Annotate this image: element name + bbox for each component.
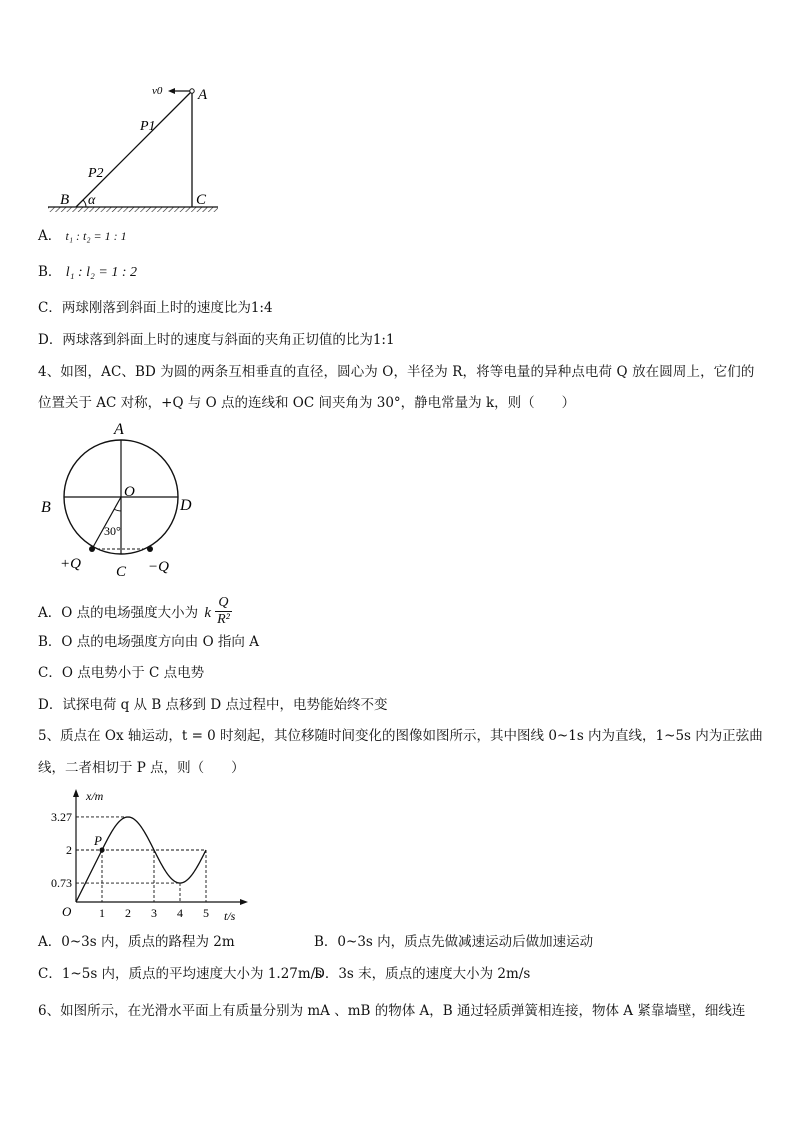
label-b: B xyxy=(60,192,70,208)
displacement-time-chart xyxy=(38,786,253,928)
label-minus-q: −Q xyxy=(148,559,169,575)
q4-stem-line1: 4、如图，AC、BD 为圆的两条互相垂直的直径，圆心为 O，半径为 R，将等电量的异种点电荷 Q 放在圆周上，它们的 xyxy=(38,364,755,380)
q5-stem-line1: 5、质点在 Ox 轴运动，t = 0 时刻起，其位移随时间变化的图像如图所示，其中图线 0~1s 内为直线，1~5s 内为正弦曲 xyxy=(38,728,763,744)
y-axis-label: x/m xyxy=(86,789,104,803)
q3-option-d: D．两球落到斜面上时的速度与斜面的夹角正切值的比为1:1 xyxy=(38,332,395,348)
q5-option-b: B．0~3s 内，质点先做减速运动后做加速运动 xyxy=(314,934,594,950)
q4-option-a-text: A．O 点的电场强度大小为 xyxy=(38,605,199,621)
minus-q-dot xyxy=(147,546,153,552)
q4-option-a-denominator: R² xyxy=(217,612,230,627)
q4-option-a xyxy=(38,597,232,630)
y-tick-label: 2 xyxy=(66,843,72,857)
label-circle-b: B xyxy=(41,499,51,516)
y-tick-label: 3.27 xyxy=(51,809,72,824)
x-axis-label: t/s xyxy=(224,909,236,923)
label-circle-o: O xyxy=(124,484,135,500)
origin-label: O xyxy=(62,904,72,919)
alpha-arc xyxy=(83,200,86,207)
label-circle-c: C xyxy=(116,564,127,580)
q5-option-a: A．0~3s 内，质点的路程为 2m xyxy=(38,934,235,950)
point-p-label: P xyxy=(94,833,102,848)
radius-to-plus-q xyxy=(92,497,121,549)
q4-option-b: B．O 点的电场强度方向由 O 指向 A xyxy=(38,634,259,650)
q5-stem-line2: 线，二者相切于 P 点，则（ ） xyxy=(38,760,245,776)
q3-option-a-math: t₁ : t₂ = 1 : 1 xyxy=(65,229,127,243)
q3-option-b-letter: B． xyxy=(38,264,62,280)
q4-option-c: C．O 点电势小于 C 点电势 xyxy=(38,665,205,681)
incline-line xyxy=(76,91,192,207)
q3-option-a xyxy=(38,226,127,246)
label-p1: P1 xyxy=(140,119,156,134)
q5-option-d: D．3s 末，质点的速度大小为 2m/s xyxy=(314,966,531,982)
x-tick-label: 1 xyxy=(99,906,105,920)
label-angle-30: 30° xyxy=(104,524,121,538)
q4-option-a-numerator: Q xyxy=(215,595,231,612)
label-alpha: α xyxy=(88,193,96,208)
ground-hatch xyxy=(48,207,218,212)
q6-stem-line1: 6、如图所示，在光滑水平面上有质量分别为 mA 、mB 的物体 A，B 通过轻质弹簧相连接，物体 A 紧靠墙壁，细线连 xyxy=(38,1003,746,1019)
q3-option-b-math: l₁ : l₂ = 1 : 2 xyxy=(65,265,138,280)
q4-option-a-fraction xyxy=(215,595,231,628)
v0-arrow-head xyxy=(168,88,175,94)
x-tick-label: 5 xyxy=(203,906,209,920)
q5-option-c: C．1~5s 内，质点的平均速度大小为 1.27m/s xyxy=(38,966,323,982)
point-p-dot xyxy=(99,847,104,852)
label-circle-d: D xyxy=(180,497,192,514)
point-a-dot xyxy=(190,89,194,93)
label-circle-a: A xyxy=(114,421,124,438)
label-p2: P2 xyxy=(88,166,104,181)
q3-option-a-letter: A． xyxy=(38,228,62,244)
x-tick-label: 3 xyxy=(151,906,157,920)
circle-figure xyxy=(36,414,216,582)
label-v0: v0 xyxy=(152,85,163,97)
plus-q-dot xyxy=(89,546,95,552)
x-tick-label: 4 xyxy=(177,906,183,920)
angle-arc xyxy=(114,509,121,511)
q3-option-b xyxy=(38,262,137,283)
y-axis-arrow xyxy=(73,789,79,797)
q4-option-d: D．试探电荷 q 从 B 点移到 D 点过程中，电势能始终不变 xyxy=(38,697,388,713)
incline-figure xyxy=(40,80,240,220)
x-tick-label: 2 xyxy=(125,906,131,920)
y-tick-label: 0.73 xyxy=(51,876,72,891)
q4-stem-line2: 位置关于 AC 对称，+Q 与 O 点的连线和 OC 间夹角为 30°，静电常量为 k，则（ ） xyxy=(38,395,576,411)
label-plus-q: +Q xyxy=(60,556,81,572)
label-c: C xyxy=(196,192,207,208)
x-axis-arrow xyxy=(240,899,248,905)
label-a: A xyxy=(198,87,208,103)
q4-option-a-k: k xyxy=(204,605,212,621)
x-t-curve xyxy=(76,817,206,902)
q3-option-c: C．两球刚落到斜面上时的速度比为1:4 xyxy=(38,300,273,316)
